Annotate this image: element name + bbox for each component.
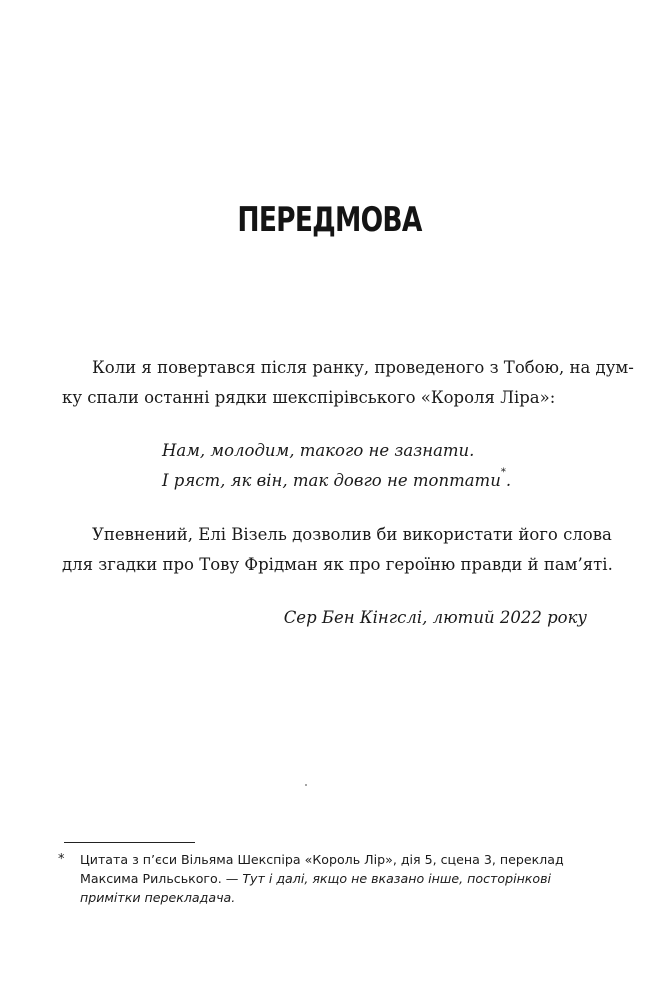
closing-paragraph-line-1: Упевнений, Елі Візель дозволив би використати його слова	[92, 525, 612, 544]
footnote-line-1: Цитата з п’єси Вільяма Шекспіра «Король Лір», дія 5, сцена 3, переклад	[80, 852, 564, 867]
footnote-divider	[64, 842, 195, 843]
footnote	[58, 850, 592, 907]
print-speck	[305, 784, 307, 786]
intro-paragraph	[62, 353, 634, 413]
footnote-reference-mark: *	[500, 467, 506, 478]
footnote-line-2: Максима Рильського. — Тут і далі, якщо не вказано інше, посторінкові	[80, 871, 552, 886]
closing-paragraph-line-2: для згадки про Тову Фрідман як про героїню правди й пам’яті.	[62, 555, 613, 574]
quote-line-2: І ряст, як він, так довго не топтати*.	[162, 467, 512, 490]
intro-paragraph-line-1: Коли я повертався після ранку, проведеного з Тобою, на дум-	[92, 358, 634, 377]
quote-line-1: Нам, молодим, такого не зазнати.	[162, 441, 475, 460]
shakespeare-quote	[162, 436, 511, 496]
closing-paragraph	[62, 520, 613, 580]
page-title: ПЕРЕДМОВА	[237, 200, 422, 240]
author-signature: Сер Бен Кінгслі, лютий 2022 року	[283, 608, 587, 627]
footnote-line-3: примітки перекладача.	[80, 890, 236, 905]
footnote-mark: *	[58, 852, 65, 867]
intro-paragraph-line-2: ку спали останні рядки шекспірівського «Короля Ліра»:	[62, 388, 556, 407]
